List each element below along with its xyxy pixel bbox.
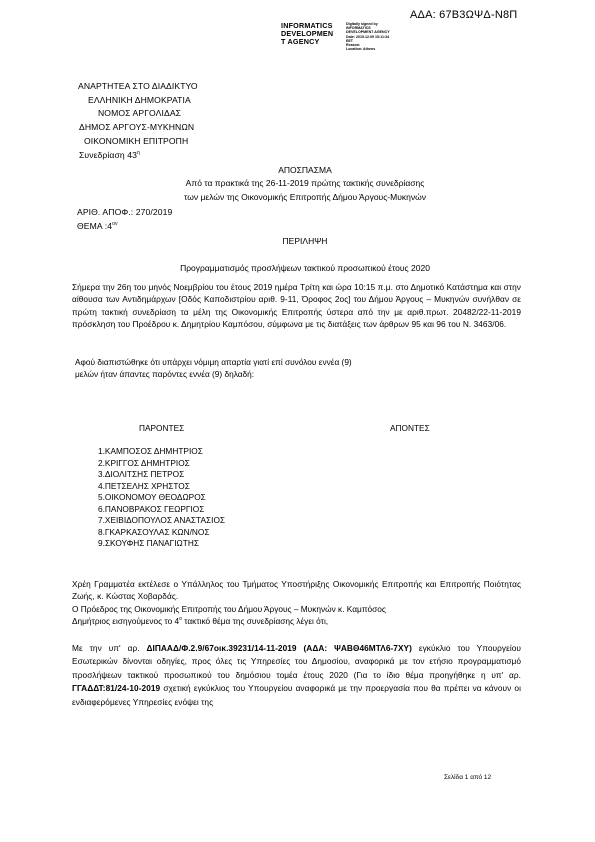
signature-line: Location: Athens bbox=[346, 47, 376, 52]
signature-line: Digitally signed by bbox=[346, 22, 378, 26]
signature-line: DEVELOPMENT AGENCY bbox=[346, 30, 390, 35]
absent-header: ΑΠΟΝΤΕΣ bbox=[390, 423, 430, 433]
ada-code: ΑΔΑ: 67Β3ΩΨΔ-Ν8Π bbox=[410, 9, 518, 21]
circular-reference-2: ΓΓΑΔΔΤ:81/24-10-2019 bbox=[72, 683, 161, 694]
page-number: Σελίδα 1 από 12 bbox=[444, 774, 492, 781]
quorum-line-1: Αφού διαπιστώθηκε ότι υπάρχει νόμιμη απαρτία γιατί επί συνόλου εννέα (9) bbox=[75, 357, 352, 367]
excerpt-line-2: των μελών της Οικονομικής Επιτροπής Δήμου Άργους-Μυκηνών bbox=[184, 192, 426, 202]
logo-line: T AGENCY bbox=[281, 37, 320, 46]
member-item: 8.ΓΚΑΡΚΑΣΟΥΛΑΣ ΚΩΝ/ΝΟΣ bbox=[98, 526, 210, 537]
quorum-line-2: μελών ήταν άπαντες παρόντες εννέα (9) δηλαδή: bbox=[75, 369, 255, 379]
member-item: 3.ΔΙΟΛΙΤΣΗΣ ΠΕΤΡΟΣ bbox=[98, 469, 185, 479]
president-line-2: Δημήτριος εισηγούμενος το $4^o$ τακτικό θέμα της συνεδρίασης λέγει ότι, bbox=[72, 616, 329, 626]
member-item: 4.ΠΕΤΣΕΛΗΣ ΧΡΗΣΤΟΣ bbox=[98, 480, 190, 491]
signature-line: Reason: bbox=[346, 43, 361, 48]
excerpt-title: ΑΠΟΣΠΑΣΜΑ bbox=[278, 165, 332, 175]
summary-text: Προγραμματισμός προσλήψεων τακτικού προσωπικού έτους 2020 bbox=[180, 263, 430, 273]
signature-line: EET bbox=[346, 38, 353, 43]
header-municipality: ΔΗΜΟΣ ΑΡΓΟΥΣ-ΜΥΚΗΝΩΝ bbox=[79, 122, 195, 132]
signature-line: Date: 2019.12.09 15:11:34 bbox=[346, 34, 390, 39]
present-header: ΠΑΡΟΝΤΕΣ bbox=[139, 423, 185, 433]
signature-line: INFORMATICS bbox=[346, 26, 371, 31]
member-item: 1.ΚΑΜΠΟΣΟΣ ΔΗΜΗΤΡΙΟΣ bbox=[98, 446, 203, 456]
header-committee: ΟΙΚΟΝΟΜΙΚΗ ΕΠΙΤΡΟΠΗ bbox=[84, 136, 189, 146]
circular-reference-1: ΔΙΠΑΑΔ/Φ.2.9/67οικ.39231/14-11-2019 (ΑΔΑ: ΨΑΒΘ46ΜΤΛ6-7ΧΥ) bbox=[146, 643, 412, 653]
logo-line: INFORMATICS bbox=[281, 21, 333, 30]
member-item: 9.ΣΚΟΥΦΗΣ ΠΑΝΑΓΙΩΤΗΣ bbox=[98, 538, 199, 548]
header-posting: ΑΝΑΡΤΗΤΕΑ ΣΤΟ ΔΙΑΔΙΚΤΥΟ bbox=[78, 81, 198, 91]
present-members-list bbox=[98, 446, 225, 550]
signature-details bbox=[346, 22, 390, 51]
logo-line: DEVELOPMEN bbox=[281, 29, 334, 38]
header-prefecture: ΝΟΜΟΣ ΑΡΓΟΛΙΔΑΣ bbox=[98, 108, 182, 118]
member-item: 6.ΠΑΝΟΒΡΑΚΟΣ ΓΕΩΡΓΙΟΣ bbox=[98, 503, 205, 514]
opening-paragraph: Σήμερα την 26η του μηνός Νοεμβρίου του έτους 2019 ημέρα Τρίτη και ώρα 10:15 π.μ. στο Δημοτικό Κατάστημα και στην αίθουσα των Αντιδημάρχων [Οδός Καποδιστρίου αριθ. 9-11, Όροφος 2ος] του Δήμου Άργους – Μυκηνών συνήλθαν σε πρώτη τακτική συνεδρίαση τα μέλη της Οικονομικής Επιτροπής ύστερα από την με αριθ.πρωτ. 20482/22-11-2019 πρόσκληση του Προέδρου κ. Δημητρίου Καμπόσου, σύμφωνα με τις διατάξεις των άρθρων 95 και 96 του Ν. 3463/06. bbox=[72, 282, 521, 329]
decision-number: ΑΡΙΘ. ΑΠΟΦ.: 270/2019 bbox=[77, 207, 173, 217]
member-item: 7.ΧΕΙΒΙΔΟΠΟΥΛΟΣ ΑΝΑΣΤΑΣΙΟΣ bbox=[98, 515, 226, 525]
member-item: 2.ΚΡΙΓΓΟΣ ΔΗΜΗΤΡΙΟΣ bbox=[98, 457, 190, 468]
member-item: 5.ΟΙΚΟΝΟΜΟΥ ΘΕΟΔΩΡΟΣ bbox=[98, 492, 206, 502]
circular-paragraph: Με την υπ' αρ. ΔΙΠΑΑΔ/Φ.2.9/67οικ.39231/14-11-2019 (ΑΔΑ: ΨΑΒΘ46ΜΤΛ6-7ΧΥ) εγκύκλιο του Υπουργείου Εσωτερικών δίνονται οδηγίες, προς όλες τις Υπηρεσίες του Δημοσίου, αναφορικά με τον ετήσιο προγραμματισμό προσλήψεων τακτικού προσωπικού του δημόσιου τομέα έτους 2020 (Για το ίδιο θέμα προηγήθηκε η υπ' αρ. ΓΓΑΔΔΤ:81/24-10-2019 σχετική εγκύκλιος του Υπουργείου αναφορικά με την προεργασία που θα πρέπει να κάνουν οι ενδιαφερόμενες Υπηρεσίες ενόψει της bbox=[72, 643, 522, 707]
signature-logo bbox=[281, 22, 333, 46]
session-number: Συνεδρίαση $43^\eta$ bbox=[79, 150, 140, 160]
subject: ΘΕΜΑ $:4^{o\nu}$ bbox=[77, 221, 118, 231]
secretary-paragraph: Χρέη Γραμματέα εκτέλεσε ο Υπάλληλος του Τμήματος Υποστήριξης Οικονομικής Επιτροπής και Επιτροπής Ποιότητας Ζωής, κ. Κώστας Χοβαρδάς. bbox=[72, 579, 521, 602]
excerpt-line-1: Από τα πρακτικά της 26-11-2019 πρώτης τακτικής συνεδρίασης bbox=[185, 178, 425, 188]
header-republic: ΕΛΛΗΝΙΚΗ ΔΗΜΟΚΡΑΤΙΑ bbox=[88, 95, 191, 105]
summary-title: ΠΕΡΙΛΗΨΗ bbox=[282, 236, 328, 246]
president-line-1: Ο Πρόεδρος της Οικονομικής Επιτροπής του Δήμου Άργους – Μυκηνών κ. Καμπόσος bbox=[72, 604, 386, 614]
